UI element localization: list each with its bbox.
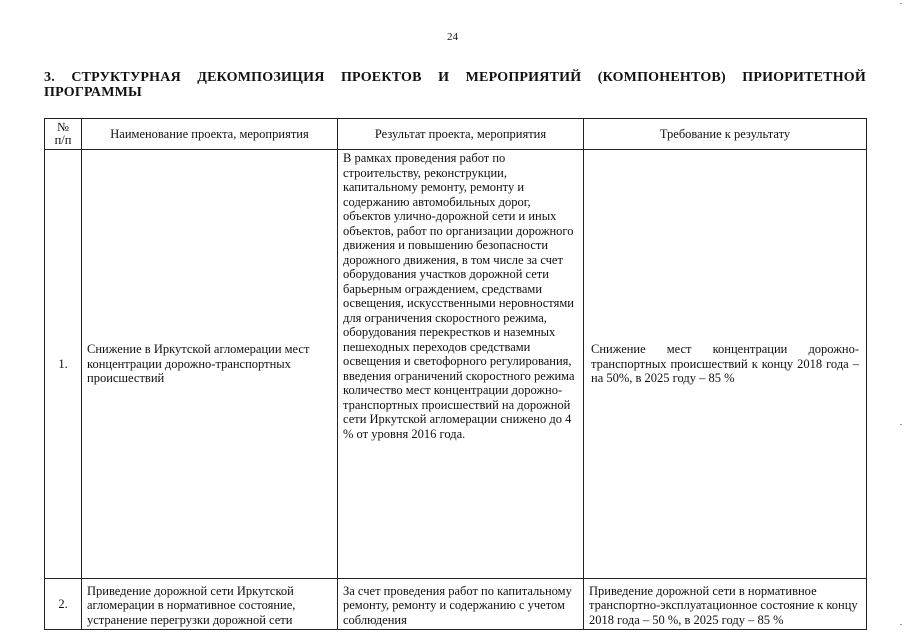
row-num: 2.: [45, 579, 82, 630]
scan-artifact: [900, 624, 902, 625]
row-requirement-cell: [584, 579, 867, 630]
row-result: В рамках проведения работ по строительству, реконструкции, капитальному ремонту, ремонту и содержанию автомобильных дорог, объектов улично-дорожной сети и иных объектов, работ по организации дорожного движения и повышению безопасности дорожного движения, в том числе за счет оборудования участков дорожной сети барьерным ограждением, средствами освещения, искусственными неровностями для ограничения скоростного режима, оборудования перекрестков и наземных пешеходных переходов средствами освещения и светофорного регулирования, введения ограничений скоростного режима количество мест концентрации дорожно-транспортных происшествий на дорожной сети Иркутской агломерации снижено до 4 % от уровня 2016 года.: [343, 151, 575, 441]
row-name: Снижение в Иркутской агломерации мест концентрации дорожно-транспортных происшествий: [87, 342, 310, 386]
row-result-cell: [338, 579, 584, 630]
header-num-label: № п/п: [54, 120, 72, 147]
row-requirement: Приведение дорожной сети в нормативное транспортно-эксплуатационное состояние к концу 2018 года – 50 %, в 2025 году – 85 %: [589, 583, 858, 627]
row-requirement-cell: [584, 150, 867, 579]
header-name: Наименование проекта, мероприятия: [82, 119, 338, 150]
header-requirement: Требование к результату: [584, 119, 867, 150]
scan-artifact: [900, 3, 902, 4]
row-result-cell: [338, 150, 584, 579]
decomposition-table: [44, 118, 867, 630]
header-num: [45, 119, 82, 150]
header-result: Результат проекта, мероприятия: [338, 119, 584, 150]
table-row: [45, 150, 867, 579]
row-name: Приведение дорожной сети Иркутской агломерации в нормативное состояние, устранение перегрузки дорожной сети: [87, 583, 296, 627]
row-name-cell: [82, 579, 338, 630]
row-num: 1.: [45, 150, 82, 579]
row-name-cell: [82, 150, 338, 579]
table-row: [45, 579, 867, 630]
page-number: 24: [447, 31, 458, 43]
row-requirement: Снижение мест концентрации дорожно-транспортных происшествий к концу 2018 года – на 50%, в 2025 году – 85 %: [591, 342, 859, 386]
scan-artifact: [900, 424, 902, 425]
section-heading: 3. СТРУКТУРНАЯ ДЕКОМПОЗИЦИЯ ПРОЕКТОВ И МЕРОПРИЯТИЙ (КОМПОНЕНТОВ) ПРИОРИТЕТНОЙ ПРОГРАММЫ: [44, 70, 866, 100]
row-result: За счет проведения работ по капитальному ремонту, ремонту и содержанию с учетом соблюдения: [343, 583, 572, 627]
table-header-row: [45, 119, 867, 150]
